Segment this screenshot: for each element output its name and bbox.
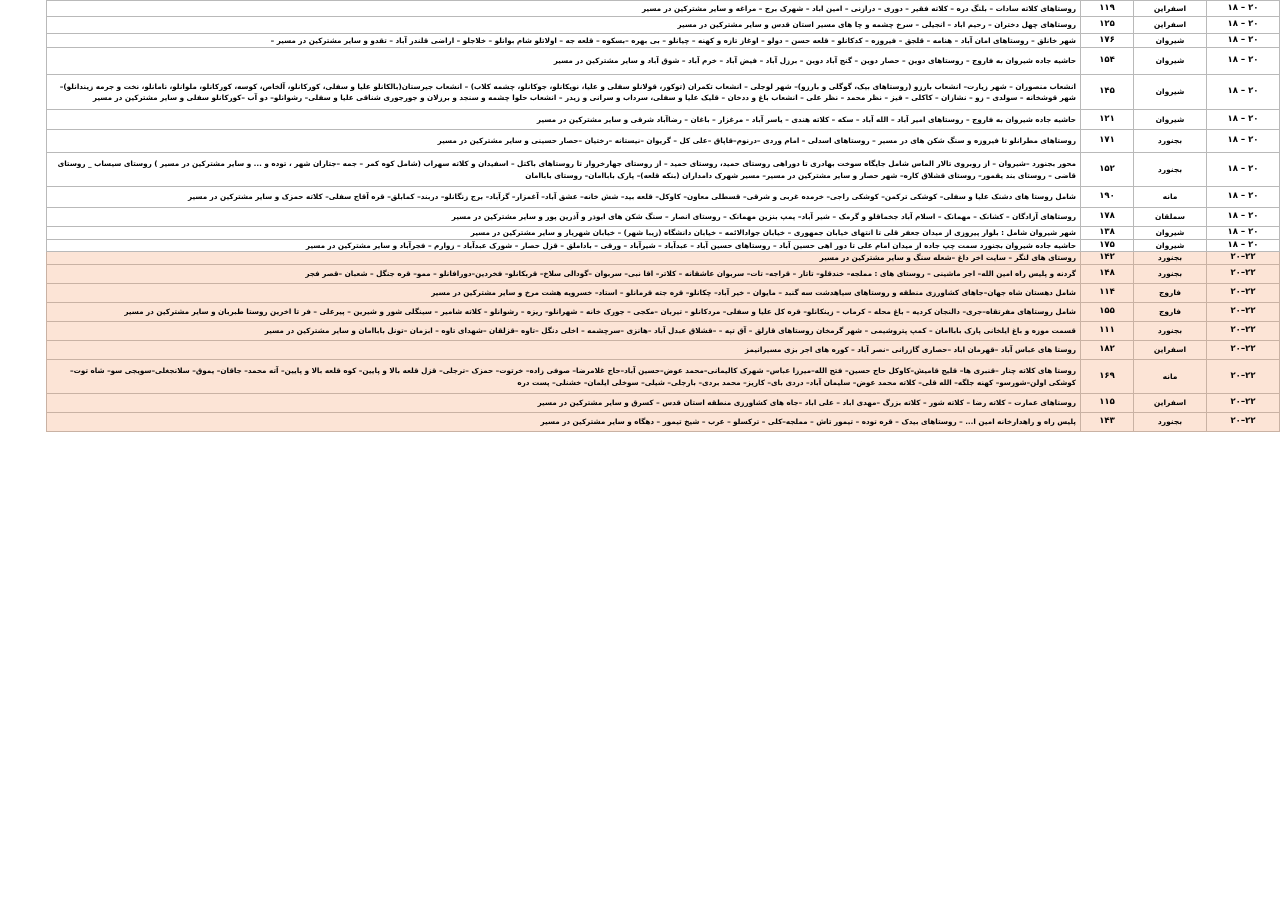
time-cell: ۲۰ – ۱۸	[1207, 17, 1280, 34]
feeder-code-cell: ۱۷۱	[1081, 130, 1134, 153]
area-cell: فاروج	[1134, 284, 1207, 303]
time-cell: ۲۰ – ۱۸	[1207, 239, 1280, 252]
area-cell: سملقان	[1134, 208, 1207, 227]
table-row	[47, 394, 1280, 413]
time-cell: ۲۲–۲۰	[1207, 284, 1280, 303]
feeder-code-cell: ۱۲۱	[1081, 110, 1134, 130]
area-cell: اسفراین	[1134, 17, 1207, 34]
time-cell: ۲۲–۲۰	[1207, 252, 1280, 265]
feeder-code-cell: ۱۱۴	[1081, 284, 1134, 303]
time-cell: ۲۰ – ۱۸	[1207, 34, 1280, 48]
areas-description-cell: انشعاب منصوران – شهر زیارت– انشعاب بارزو (روستاهای بیک، گوگلی و بارزو)– شهر لوجلی – انشعاب تکمران (توکور، قولانلو سفلی و علیا، نویکانلو، جوکانلو، چشمه کلاب) – انشعاب جیرستان(بالکانلو علیا و سفلی، کورکانلو، آلخاص، کوسه، کورکانلو، ملوانلو، نامانلو، نخت و جرمه زیندانلو)– شهر قوشخانه – سولدی – زو – نشازان – کاکلی – قیز – نظر محمد – نظر علی – انشعاب باغ و ددخان – قلیک علیا و سفلی، سرداب و سرانی و زیدر – انشعاب حلوا چشمه و سنجد و برزلان و جورجوری شناقی علیا و سفلی– رشوانلو– دو آب –کورکانلو سفلی و سایر مشترکین در مسیر	[47, 75, 1081, 110]
area-cell: بجنورد	[1134, 252, 1207, 265]
area-cell: شیروان	[1134, 227, 1207, 240]
time-cell: ۲۲–۲۰	[1207, 413, 1280, 432]
time-cell: ۲۲–۲۰	[1207, 341, 1280, 360]
feeder-code-cell: ۱۱۱	[1081, 322, 1134, 341]
area-cell: بجنورد	[1134, 130, 1207, 153]
table-row	[47, 284, 1280, 303]
areas-description-cell: شامل دهستان شاه جهان–جاهای کشاورزی منطقه و روستاهای سیاهدشت سه گنبد – مایوان – خیر آباد– چکانلو– قره جته قرمانلو – استاد– خسرویه هشت مرخ و سایر مشترکین در مسیر	[47, 284, 1081, 303]
area-cell: مانه	[1134, 360, 1207, 394]
table-row	[47, 265, 1280, 284]
feeder-code-cell: ۱۶۹	[1081, 360, 1134, 394]
areas-description-cell: شهر خانلق – روستاهای امان آباد – هنامه – قلجق – فیروزه – کدکانلو – قلعه حسن – دولو – اوغاز تازه و کهنه – چیانلو – بی بهره –بسکوه – قلعه جه – اولاتلو شام بوانلو – خلاجلو – اراضی قلندر آباد – تقدو و سایر مشترکین در مسیر –	[47, 34, 1081, 48]
area-cell: بجنورد	[1134, 413, 1207, 432]
area-cell: اسفراین	[1134, 1, 1207, 17]
feeder-code-cell: ۱۱۹	[1081, 1, 1134, 17]
areas-description-cell: قسمت موزه و باغ ایلخانی پارک باباامان – کمپ پتروشیمی – شهر گرمخان روستاهای قارلق – آق تپه – –قشلاق عبدل آباد –هانزی –سرچشمه – اخلی دنگل –تاوه –قزلقان –شهدای تاوه – ابزمان –تونل باباامان و سایر مشترکین در مسیر	[47, 322, 1081, 341]
area-cell: اسفراین	[1134, 341, 1207, 360]
time-cell: ۲۰ – ۱۸	[1207, 110, 1280, 130]
areas-description-cell: شهر شیروان شامل : بلوار پیروزی از میدان جعفر قلی تا انتهای خیابان جمهوری – خیابان جوادالائمه – خیابان دانشگاه (زیبا شهر) – خیابان شهریار و سایر مشترکین در مسیر	[47, 227, 1081, 240]
table-body	[47, 1, 1280, 432]
feeder-code-cell: ۱۱۵	[1081, 394, 1134, 413]
feeder-code-cell: ۱۸۲	[1081, 341, 1134, 360]
areas-description-cell: پلیس راه و راهدارخانه امین ا... – روستاهای بیدک – قره توده – تیمور تاش – مملجه–کلی – ترکسلو – عرب – شیخ تیمور – دهگاه و سایر مشترکین در مسیر	[47, 413, 1081, 432]
table-row	[47, 110, 1280, 130]
feeder-code-cell: ۱۴۵	[1081, 75, 1134, 110]
table-row	[47, 48, 1280, 75]
feeder-code-cell: ۱۷۵	[1081, 239, 1134, 252]
areas-description-cell: روستا های عباس آباد –قهرمان اباد –حصاری گازرانی –نصر آباد – کوره های اجر بزی مسیرانیمز	[47, 341, 1081, 360]
areas-description-cell: حاشیه جاده شیروان بجنورد سمت چپ جاده از میدان امام علی تا دور اهی حسین آباد – روستاهای حسین آباد – عبدآباد – شیرآباد – ورقی – باداملق – قزل حصار – شورک عبدآباد – زوارم – فجرآباد و سایر مشترکین در مسیر	[47, 239, 1081, 252]
time-cell: ۲۰ – ۱۸	[1207, 130, 1280, 153]
area-cell: بجنورد	[1134, 322, 1207, 341]
areas-description-cell: شامل روستا های دشنک علیا و سفلی– کوشکی ترکمن– کوشکی راجی– خرمده غربی و شرقی– قسطلی معاون– کاوکل– قلعه بید– شش خانه– عشق آباد– آغمزار– گزآباد– برج زنگانلو– دربند– کمابلق– قره آقاج سفلی– کلاته حمزک و سایر مشترکین در مسیر	[47, 187, 1081, 208]
table-row	[47, 341, 1280, 360]
time-cell: ۲۰ – ۱۸	[1207, 153, 1280, 187]
areas-description-cell: روستاهای عمارت – کلاته رضا – کلاته شور – کلاته بزرگ –مهدی اباد – علی اباد –جاه های کشاورزی منطقه استان قدس – کسرق و سایر مشترکین در مسیر	[47, 394, 1081, 413]
time-cell: ۲۰ – ۱۸	[1207, 48, 1280, 75]
time-cell: ۲۰ – ۱۸	[1207, 187, 1280, 208]
table-row	[47, 360, 1280, 394]
time-cell: ۲۰ – ۱۸	[1207, 227, 1280, 240]
time-cell: ۲۲–۲۰	[1207, 265, 1280, 284]
table-row	[47, 303, 1280, 322]
areas-description-cell: روستاهای کلاته سادات – بلنگ دره – کلاته فقیر – دوری – درازنی – امین اباد – شهرک برج – مراغه و سایر مشترکین در مسیر	[47, 1, 1081, 17]
table-row	[47, 153, 1280, 187]
feeder-code-cell: ۱۲۵	[1081, 17, 1134, 34]
area-cell: شیروان	[1134, 48, 1207, 75]
areas-description-cell: حاشیه جاده شیروان به فاروج – روستاهای دوین – حصار دوین – گنج آباد دوین – برزل آباد – فیض آباد – خرم آباد – شوق آباد و سایر مشترکین در مسیر	[47, 48, 1081, 75]
feeder-code-cell: ۱۵۴	[1081, 48, 1134, 75]
table-row	[47, 34, 1280, 48]
table-row	[47, 17, 1280, 34]
areas-description-cell: روستاهای آزادگان – کشانک – مهمانک – اسلام آباد جخماقلو و گرمک – شیر آباد– پمپ بنزین مهمانک – روستای انصار – سنگ شکن های ابوذر و آذرین پور و سایر مشترکین در مسیر	[47, 208, 1081, 227]
feeder-code-cell: ۱۵۵	[1081, 303, 1134, 322]
area-cell: شیروان	[1134, 75, 1207, 110]
area-cell: شیروان	[1134, 110, 1207, 130]
areas-description-cell: محور بجنورد –شیروان – از روبروی تالار الماس شامل جایگاه سوخت بهادری تا دوراهی روستای حمید، روستای حمید – از روستای جهارخروار تا روستاهای باکتل – اسفیدان و کلاته سهراب (شامل کوه کمر – جمه –جتاران شهر ، توده و ... و سایر مشترکین در مسیر ) روستای سیساب _ روستای قاضی – روستای بند یقمور– روستای قشلاق کاره– شهر حصار و سایر مشترکین در مسیر– مسیر شهرک دامداران (بنکه قلعه)– پارک باباامان– روستای باباامان	[47, 153, 1081, 187]
outage-schedule-table	[46, 0, 1280, 432]
feeder-code-cell: ۱۴۲	[1081, 252, 1134, 265]
time-cell: ۲۰ – ۱۸	[1207, 75, 1280, 110]
area-cell: فاروج	[1134, 303, 1207, 322]
table-row	[47, 227, 1280, 240]
feeder-code-cell: ۱۷۸	[1081, 208, 1134, 227]
feeder-code-cell: ۱۴۸	[1081, 265, 1134, 284]
table-row	[47, 75, 1280, 110]
area-cell: شیروان	[1134, 34, 1207, 48]
table-row	[47, 413, 1280, 432]
table-row	[47, 187, 1280, 208]
area-cell: بجنورد	[1134, 153, 1207, 187]
table-row	[47, 252, 1280, 265]
feeder-code-cell: ۱۹۰	[1081, 187, 1134, 208]
time-cell: ۲۰ – ۱۸	[1207, 1, 1280, 17]
areas-description-cell: شامل روستاهای مفرتقاه–جری– دالنجان کردیه – باغ محله – کرماب – زینکانلو– قره کل علیا و سفلی– مردکانلو – تیربان –مکجی – جورک خانه – شهرانلو– ریزه – رشوانلو – کلاته شامیر – سینگلی شور و شیرین – پیرعلی – فر تا اخرین روستا طبربان و سایر مشترکین در مسیر	[47, 303, 1081, 322]
areas-description-cell: روستاهای چهل دختران – رحیم اباد – انجیلی – سرخ چشمه و چا های مسیر استان قدس و سایر مشترکین در مسیر	[47, 17, 1081, 34]
feeder-code-cell: ۱۳۸	[1081, 227, 1134, 240]
feeder-code-cell: ۱۵۲	[1081, 153, 1134, 187]
table-row	[47, 239, 1280, 252]
time-cell: ۲۲–۲۰	[1207, 360, 1280, 394]
areas-description-cell: روستای های لنگر – سایت اخر داغ –شعله سنگ و سایر مشترکین در مسیر	[47, 252, 1081, 265]
table-row	[47, 322, 1280, 341]
area-cell: شیروان	[1134, 239, 1207, 252]
feeder-code-cell: ۱۷۶	[1081, 34, 1134, 48]
time-cell: ۲۲–۲۰	[1207, 322, 1280, 341]
table-row	[47, 130, 1280, 153]
time-cell: ۲۲–۲۰	[1207, 394, 1280, 413]
area-cell: بجنورد	[1134, 265, 1207, 284]
table-row	[47, 1, 1280, 17]
areas-description-cell: گردنه و پلیس راه امین الله– اجر ماشینی – روستای های : مملجه– خندقلو– تاتار – قراجه– تات– سربوان عاشقانه – کلاتر– اقا نبی– سربوان –گودالی سلاخ– قربکانلو– فخردین–دورافانلو – ممو– قره جنگل – شعبان –قصر فجر	[47, 265, 1081, 284]
areas-description-cell: روستا های کلاته چنار –قنبری ها– قلیج قامیش–کاوکل حاج حسین– فتح الله–میرزا عباس– شهرک کالیمانی–محمد عوض–حسین آباد–حاج غلامرضا– صوفی زاده– خرتوت– حمزک –ترجلی– قزل قلعه بالا و پایین– کوه قلعه بالا و پایین– آته محمد– جاقان– یموق– سلانجغلی–سویجی سو– شاه توت– کوشکی اولن–شورسو– کهنه جلگه– الله قلی– کلاته محمد عوض– سلیمان آباد– دردی بای– کاریز– محمد بردی– بارجلی– شیلی– سوخلی ایلمان– خشنلی– پست دره	[47, 360, 1081, 394]
area-cell: مانه	[1134, 187, 1207, 208]
time-cell: ۲۰ – ۱۸	[1207, 208, 1280, 227]
area-cell: اسفراین	[1134, 394, 1207, 413]
areas-description-cell: روستاهای مطرانلو تا فیروزه و سنگ شکن های در مسیر – روستاهای اسدلی – امام وردی –درنوم–قاپاق –علی کل – گریوان –نیستانه –رختیان –حصار حسینی و سایر مشترکین در مسیر	[47, 130, 1081, 153]
feeder-code-cell: ۱۴۳	[1081, 413, 1134, 432]
table-row	[47, 208, 1280, 227]
time-cell: ۲۲–۲۰	[1207, 303, 1280, 322]
areas-description-cell: حاشیه جاده شیروان به فاروج – روستاهای امیر آباد – الله آباد – سکه – کلاته هندی – یاسر آباد – مرغزار – باغان – رضاآباد شرقی و سایر مشترکین در مسیر	[47, 110, 1081, 130]
